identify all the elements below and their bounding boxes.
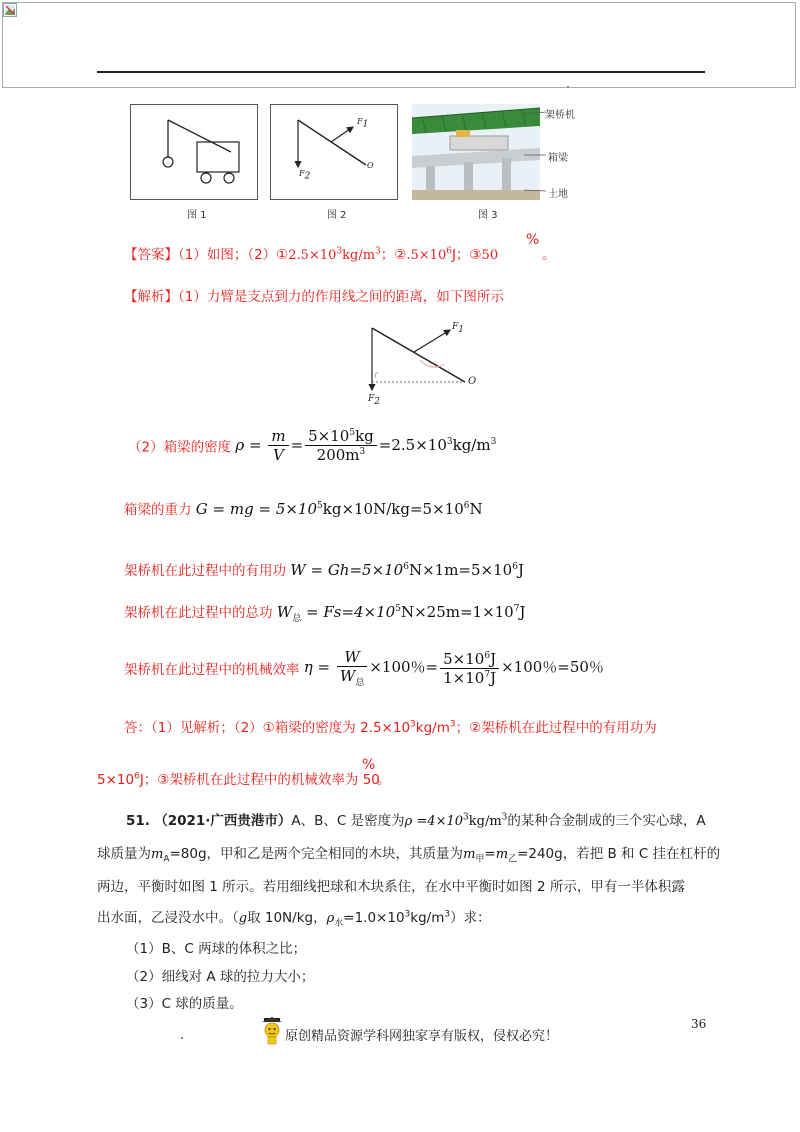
conclusion-end: 。 [377, 772, 391, 788]
answer-text: （1）如图；（2）① [178, 247, 289, 263]
question-3: （3）C 球的质量。 [126, 996, 243, 1012]
footer-dot [181, 1037, 183, 1039]
fig3-leader-lines [520, 100, 550, 200]
density-label: （2）箱梁的密度 [128, 439, 232, 456]
figure-2 [270, 104, 398, 200]
mark-dot [567, 86, 569, 88]
total-work-step: 架桥机在此过程中的总功 $W_总 = Fs=4\times 10^5N\times 25m=1\times 10^7J$ [124, 603, 526, 624]
diag-o-label: O [468, 376, 477, 387]
answer-tag: 【答案】 [124, 247, 178, 263]
force-diagram [271, 105, 397, 199]
useful-work-step: 架桥机在此过程中的有用功 $W = Gh=5\times 10^6N\times 1m=5\times 10^6J$ [124, 561, 524, 579]
problem-source: （2021·广西贵港市） [154, 813, 292, 829]
lever-cart-drawing [131, 105, 257, 199]
diag-f2-label: $F_2$ [368, 394, 380, 407]
fig3-label-crane: 架桥机 [545, 110, 575, 121]
problem-line-1: 51. （2021·广西贵港市）A、B、C 是密度为$\rho =4\times 10^3kg/m^3$的某种合金制成的三个实心球，A [126, 812, 706, 829]
fig3-label-box-beam: 箱梁 [548, 153, 568, 164]
conclusion-line-2: $5\times 10^6J$；③架桥机在此过程中的机械效率为 50 [97, 771, 380, 788]
question-1: （1）B、C 两球的体积之比； [126, 941, 307, 957]
fig2-f2-label: $F_2$ [299, 169, 311, 182]
figure-1 [130, 104, 258, 200]
lever-arm-drawing [362, 320, 490, 412]
mascot-icon [260, 1016, 284, 1046]
broken-image-icon [3, 3, 17, 17]
efficiency-step: 架桥机在此过程中的机械效率 η = $\frac{W}{W_总}$ ×100％= $\frac{5\times 10^6J}{1\times 10^7J}$ ×100％=50％ [124, 648, 604, 688]
answer-percent-sign: % [526, 232, 540, 248]
problem-number: 51. [126, 813, 150, 829]
analysis-text: （1）力臂是支点到力的作用线之间的距离，如下图所示 [178, 289, 504, 305]
diag-f1-label: $F_1$ [452, 322, 464, 335]
fig2-f1-label: $F_1$ [357, 117, 369, 130]
answer-work: .5×10 [406, 248, 447, 263]
header-rule [97, 71, 705, 73]
gravity-label: 箱梁的重力 [124, 502, 192, 518]
analysis-line [124, 285, 504, 305]
density-step: （2）箱梁的密度 ρ = $\frac{m}{V}$ = $\frac{5\times 10^5kg}{200m^3}$ $=2.5\times 10^3kg/m^3$ [128, 427, 497, 464]
answer-density: 2.5×10 [288, 248, 337, 263]
page-number: 36 [691, 1017, 707, 1031]
copyright-footer: 原创精品资源学科网独家享有版权，侵权必究！ [285, 1029, 559, 1044]
figure-3-caption: 图 3 [478, 210, 498, 221]
answer-end: 。 [542, 247, 556, 263]
header-frame [2, 2, 796, 88]
gravity-step: 箱梁的重力 G = mg = $5\times 10^5kg\times 10N/kg=5\times 10^6N$ [124, 500, 483, 518]
useful-work-label: 架桥机在此过程中的有用功 [124, 563, 286, 579]
problem-line-4: 出水面，乙浸没水中。（g取 10N/kg，$\rho_水=1.0\times 10^3kg/m^3$）求： [97, 909, 491, 929]
problem-line-2: 球质量为$m_A=80g$，甲和乙是两个完全相同的木块，其质量为$m_甲=m_乙=240g$，若把 B 和 C 挂在杠杆的 [97, 846, 721, 865]
conclusion-percent-sign: % [362, 757, 376, 773]
question-2: （2）细线对 A 球的拉力大小； [126, 969, 315, 985]
lever-arm-diagram [362, 320, 490, 412]
analysis-tag: 【解析】 [124, 289, 178, 305]
figure-2-caption: 图 2 [327, 210, 347, 221]
answer-efficiency: 50 [481, 248, 499, 263]
figure-1-caption: 图 1 [187, 210, 207, 221]
answer-line: 【答案】（1）如图；$(2)①2.5\times 10^3kg/m^3$；$②.5\times 10^6J$；③50 [124, 246, 499, 263]
problem-line-3: 两边，平衡时如图 1 所示。若用细线把球和木块系住，在水中平衡时如图 2 所示，甲有一半体积露 [97, 879, 685, 895]
efficiency-label: 架桥机在此过程中的机械效率 [124, 662, 300, 678]
fig2-o-label: O [367, 161, 374, 170]
fig3-label-ground: 土地 [548, 189, 568, 200]
total-work-label: 架桥机在此过程中的总功 [124, 605, 273, 621]
conclusion-line-1: 答：（1）见解析；（2）①箱梁的密度为 $2.5\times 10^3kg/m^3$；②架桥机在此过程中的有用功为 [124, 719, 657, 736]
